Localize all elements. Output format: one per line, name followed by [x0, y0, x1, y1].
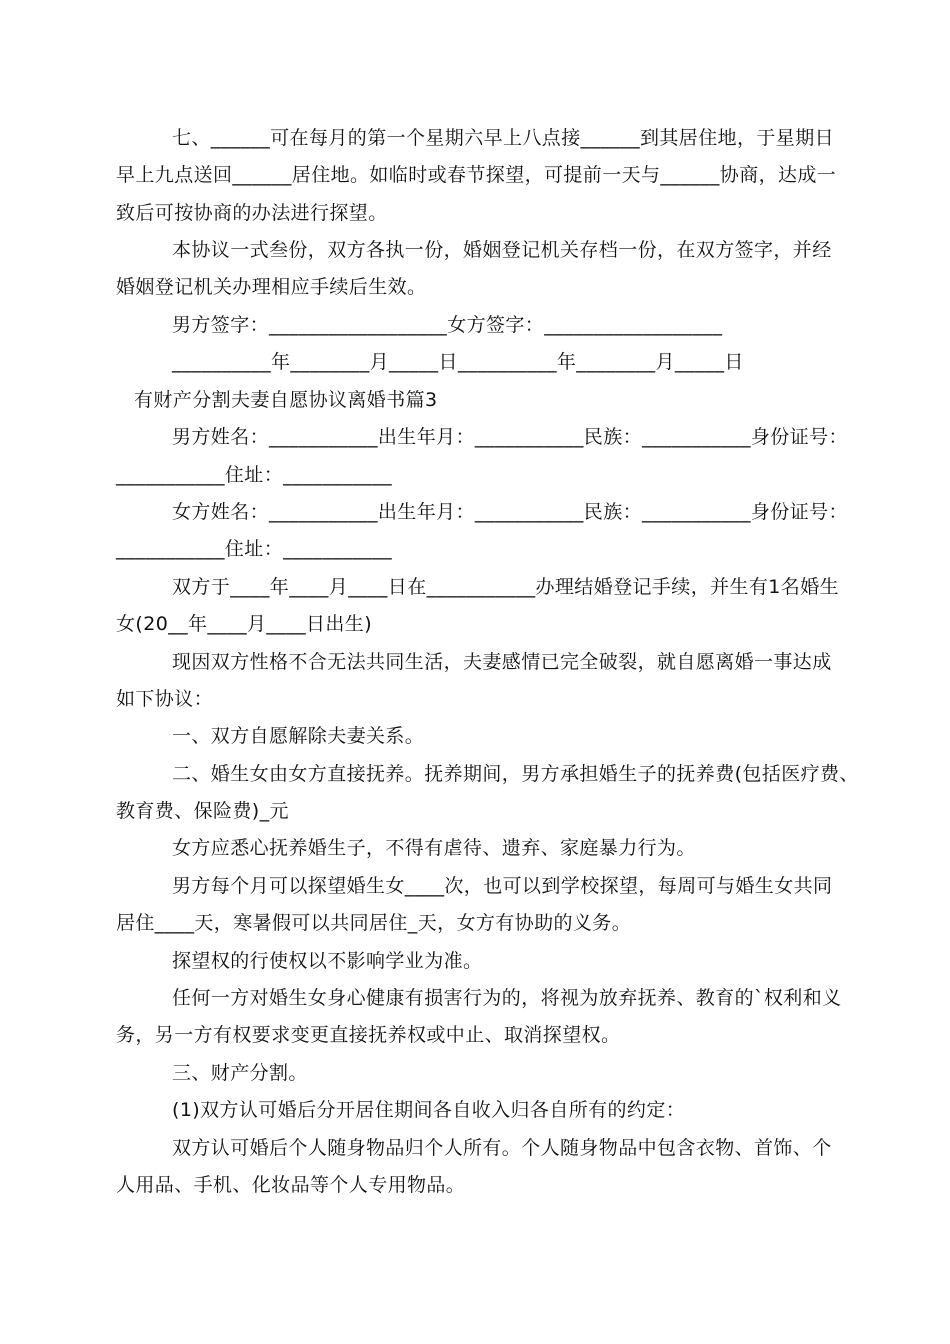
text-line: 男方姓名：___________出生年月：___________民族：___________身份证号：	[172, 426, 848, 448]
text-line: 任何一方对婚生女身心健康有损害行为的，将视为放弃抚养、教育的`权利和义	[172, 987, 842, 1009]
text-line: 务，另一方有权要求变更直接抚养权或中止、取消探望权。	[116, 1024, 621, 1046]
text-line: 教育费、保险费)_元	[116, 800, 289, 822]
text-line: 探望权的行使权以不影响学业为准。	[172, 950, 483, 972]
text-line: 人用品、手机、化妆品等个人专用物品。	[116, 1174, 466, 1196]
text-line: 早上九点送回______居住地。如临时或春节探望，可提前一天与______协商，达成一	[116, 164, 837, 186]
section-title: 有财产分割夫妻自愿协议离婚书篇3	[134, 389, 438, 411]
text-line: 女方姓名：___________出生年月：___________民族：___________身份证号：	[172, 501, 848, 523]
signature-line: 男方签字：__________________女方签字：__________________	[172, 314, 723, 336]
text-line: 女(20__年____月____日出生)	[116, 613, 373, 635]
text-line: 男方每个月可以探望婚生女____次，也可以到学校探望，每周可与婚生女共同	[172, 875, 833, 897]
text-line: 女方应悉心抚养婚生子，不得有虐待、遗弃、家庭暴力行为。	[172, 837, 696, 859]
text-line: 双方于____年____月____日在___________办理结婚登记手续，并生有1名婚生	[172, 576, 839, 598]
text-line: 七、______可在每月的第一个星期六早上八点接______到其居住地，于星期日	[172, 127, 835, 149]
text-line: (1)双方认可婚后分开居住期间各自收入归各自所有的约定：	[172, 1099, 686, 1121]
text-line: 居住____天，寒暑假可以共同居住_天，女方有协助的义务。	[116, 912, 632, 934]
text-line: 本协议一式叁份，双方各执一份，婚姻登记机关存档一份，在双方签字，并经	[172, 239, 832, 261]
text-line: ___________住址：___________	[116, 464, 393, 486]
text-line: 现因双方性格不合无法共同生活，夫妻感情已完全破裂，就自愿离婚一事达成	[172, 651, 832, 673]
text-line: 一、双方自愿解除夫妻关系。	[172, 725, 425, 747]
text-line: ___________住址：___________	[116, 538, 393, 560]
text-line: 双方认可婚后个人随身物品归个人所有。个人随身物品中包含衣物、首饰、个	[172, 1137, 832, 1159]
text-line: 三、财产分割。	[172, 1062, 308, 1084]
text-line: 如下协议：	[116, 688, 214, 710]
date-line: __________年________月_____日__________年________月_____日	[172, 351, 744, 373]
text-line: 二、婚生女由女方直接抚养。抚养期间，男方承担婚生子的抚养费(包括医疗费、	[172, 763, 859, 785]
text-line: 婚姻登记机关办理相应手续后生效。	[116, 276, 427, 298]
text-line: 致后可按协商的办法进行探望。	[116, 202, 388, 224]
